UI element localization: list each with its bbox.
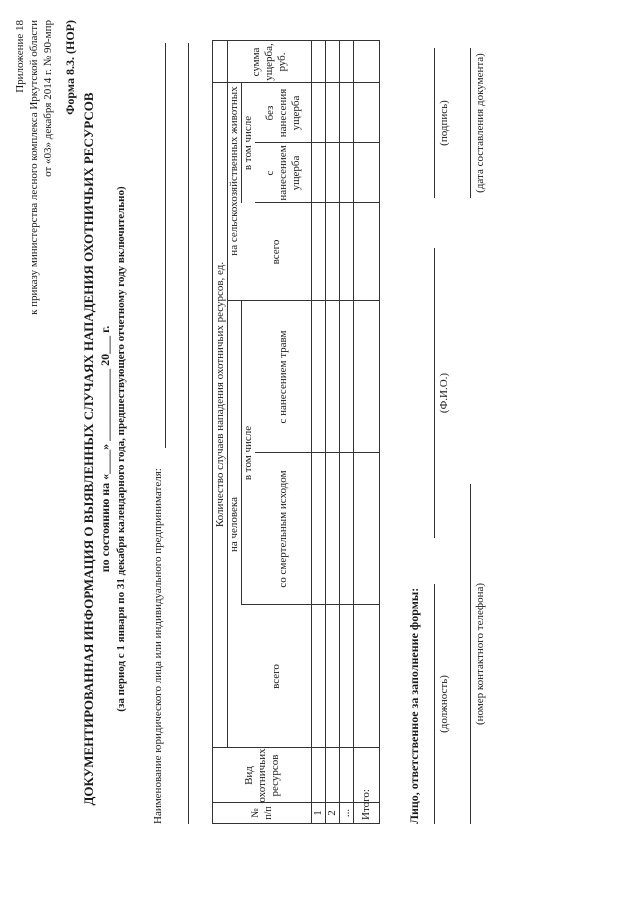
- entity-name-label: Наименование юридического лица или индивидуального предпринимателя:: [152, 468, 164, 824]
- position-caption: (должность): [438, 675, 450, 733]
- order-reference: к приказу министерства лесного комплекса Иркутской области: [28, 20, 40, 315]
- table-row-number: 2: [325, 810, 338, 816]
- col-species-header: Вид охотничьих ресурсов: [242, 748, 281, 803]
- total-row-label: Итого:: [359, 789, 372, 820]
- entity-name-field-line2[interactable]: [188, 43, 189, 824]
- human-total-header: всего: [269, 664, 282, 689]
- with-damage-header: с нанесением ущерба: [263, 145, 302, 201]
- without-damage-header: без нанесения ущерба: [263, 88, 302, 138]
- form-number: Форма 8.3. (НОР): [63, 20, 77, 115]
- document-title: ДОКУМЕНТИРОВАННАЯ ИНФОРМАЦИЯ О ВЫЯВЛЕННЫХ СЛУЧАЯХ НАПАДЕНИЯ ОХОТНИЧЬИХ РЕСУРСОВ: [81, 92, 96, 806]
- signature-caption: (подпись): [438, 100, 450, 146]
- livestock-including-header: в том числе: [241, 115, 254, 171]
- table-row-number: 1: [311, 810, 324, 816]
- on-human-header: на человека: [227, 497, 240, 552]
- signature-field[interactable]: [434, 48, 435, 198]
- order-date-number: от «03» декабря 2014 г. № 90-мпр: [42, 20, 54, 177]
- full-name-caption: (Ф.И.О.): [438, 372, 450, 414]
- document-date-caption: (дата составления документа): [474, 53, 486, 193]
- injury-header: с нанесением травм: [276, 330, 289, 424]
- as-of-date-line: по состоянию на «____» ____________ 20___ г.: [98, 325, 112, 573]
- document-date-field[interactable]: [470, 48, 471, 198]
- human-including-header: в том числе: [241, 425, 254, 481]
- entity-name-field[interactable]: [165, 43, 166, 448]
- fatal-header: со смертельным исходом: [276, 470, 289, 588]
- position-field[interactable]: [434, 584, 435, 824]
- table-row-number: ...: [339, 808, 352, 818]
- appendix-label: Приложение 18: [14, 20, 26, 93]
- damage-sum-header: сумма ущерба, руб.: [249, 43, 288, 81]
- reporting-period: (за период с 1 января по 31 декабря календарного года, предшествующего отчетному году включительно): [115, 186, 127, 712]
- phone-field[interactable]: [470, 484, 471, 824]
- attacks-count-group-header: Количество случаев нападения охотничьих ресурсов, ед.: [213, 261, 226, 528]
- col-number-header: № п/п: [250, 806, 274, 820]
- responsible-person-label: Лицо, ответственное за заполнение формы:: [407, 587, 421, 824]
- phone-caption: (номер контактного телефона): [474, 582, 486, 726]
- livestock-total-header: всего: [269, 239, 282, 265]
- full-name-field[interactable]: [434, 248, 435, 538]
- on-livestock-header: на сельскохозяйственных животных: [227, 86, 240, 256]
- attacks-table: [212, 40, 380, 824]
